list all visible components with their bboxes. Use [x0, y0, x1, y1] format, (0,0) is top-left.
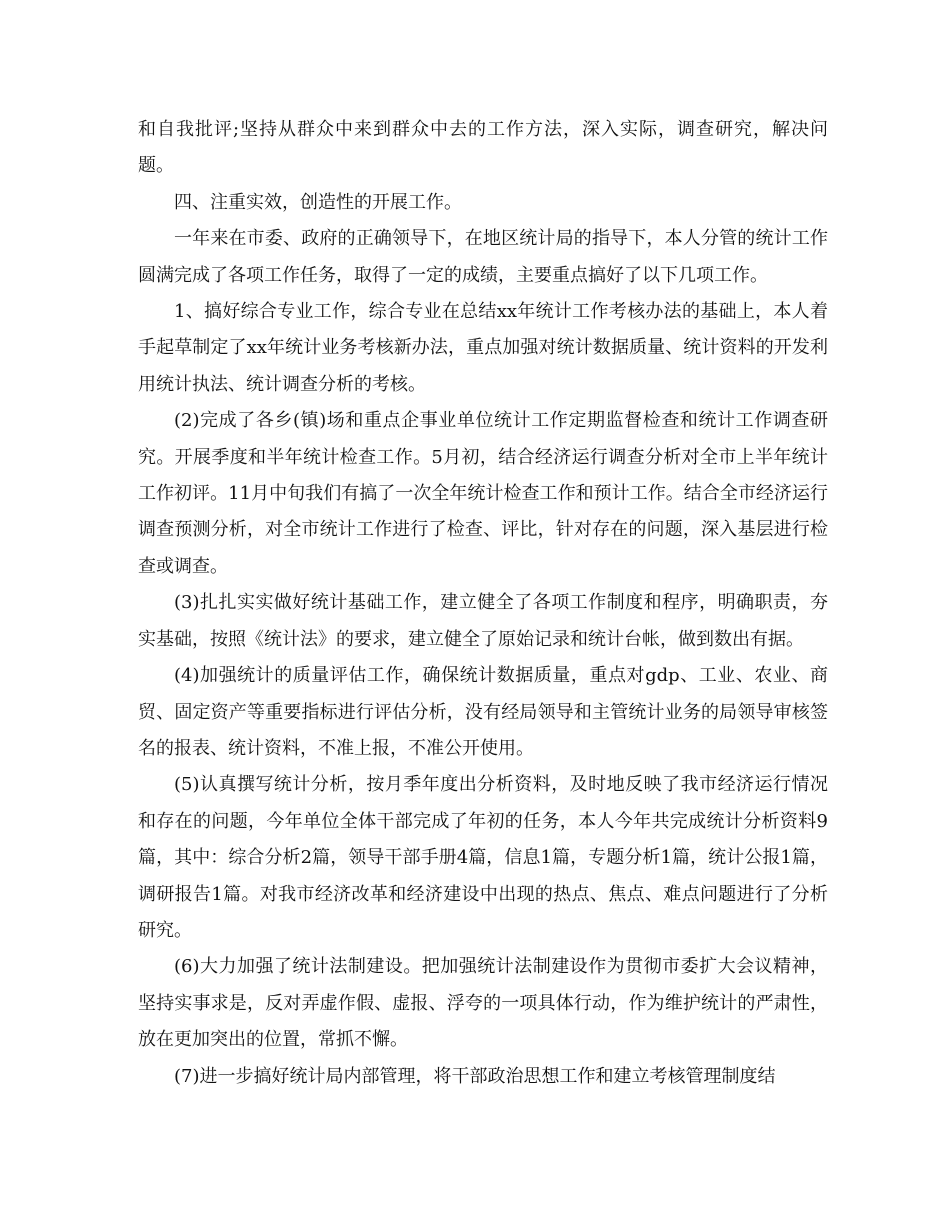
section-heading: 四、注重实效，创造性的开展工作。	[174, 191, 462, 213]
paragraph-continuation: 和自我批评;坚持从群众中来到群众中去的工作方法，深入实际，调查研究，解决问题。	[138, 119, 828, 177]
paragraph-item-1: 1、搞好综合专业工作，综合专业在总结xx年统计工作考核办法的基础上，本人着手起草制定了xx年统计业务考核新办法，重点加强对统计数据质量、统计资料的开发利用统计执法、统计调查分析的考核。	[138, 301, 828, 395]
paragraph-intro: 一年来在市委、政府的正确领导下，在地区统计局的指导下，本人分管的统计工作圆满完成了各项工作任务，取得了一定的成绩，主要重点搞好了以下几项工作。	[138, 228, 828, 286]
document-page	[138, 112, 828, 1095]
paragraph-item-2: (2)完成了各乡(镇)场和重点企事业单位统计工作定期监督检查和统计工作调查研究。开展季度和半年统计检查工作。5月初，结合经济运行调查分析对全市上半年统计工作初评。11月中旬我们有搞了一次全年统计检查工作和预计工作。结合全市经济运行调查预测分析，对全市统计工作进行了检查、评比，针对存在的问题，深入基层进行检查或调查。	[138, 410, 828, 577]
paragraph-item-4: (4)加强统计的质量评估工作，确保统计数据质量，重点对gdp、工业、农业、商贸、固定资产等重要指标进行评估分析，没有经局领导和主管统计业务的局领导审核签名的报表、统计资料，不准上报，不准公开使用。	[138, 665, 828, 759]
paragraph-item-6: (6)大力加强了统计法制建设。把加强统计法制建设作为贯彻市委扩大会议精神，坚持实事求是，反对弄虚作假、虚报、浮夸的一项具体行动，作为维护统计的严肃性，放在更加突出的位置，常抓不懈。	[138, 956, 828, 1051]
paragraph-item-3: (3)扎扎实实做好统计基础工作，建立健全了各项工作制度和程序，明确职责，夯实基础，按照《统计法》的要求，建立健全了原始记录和统计台帐，做到数出有据。	[138, 592, 828, 650]
paragraph-item-7: (7)进一步搞好统计局内部管理，将干部政治思想工作和建立考核管理制度结	[174, 1065, 776, 1087]
paragraph-item-5: (5)认真撰写统计分析，按月季年度出分析资料，及时地反映了我市经济运行情况和存在的问题，今年单位全体干部完成了年初的任务，本人今年共完成统计分析资料9篇，其中：综合分析2篇，领导干部手册4篇，信息1篇，专题分析1篇，统计公报1篇，调研报告1篇。对我市经济改革和经济建设中出现的热点、焦点、难点问题进行了分析研究。	[138, 774, 828, 941]
